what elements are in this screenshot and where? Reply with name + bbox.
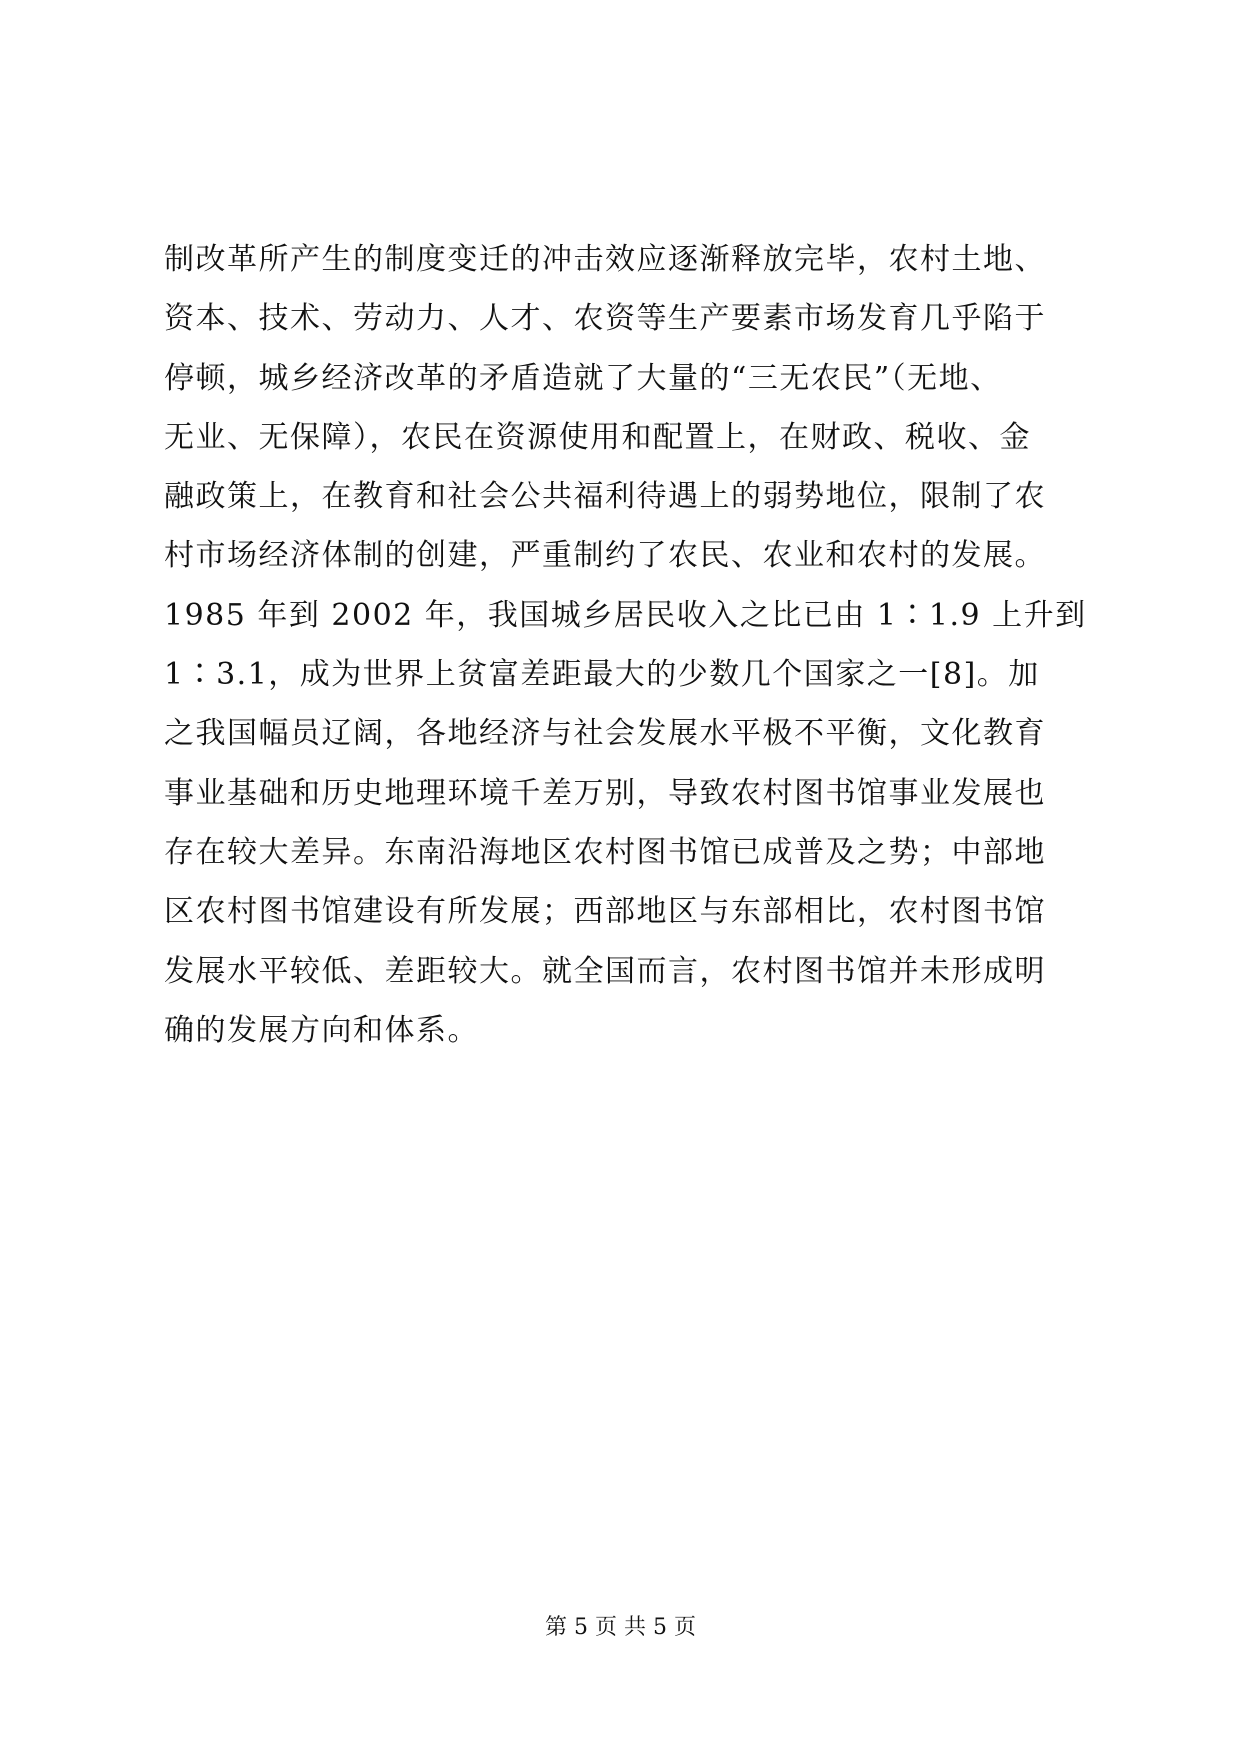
text-line: 资本、技术、劳动力、人才、农资等生产要素市场发育几乎陷于 <box>164 301 1046 337</box>
text-line: 停顿，城乡经济改革的矛盾造就了大量的“三无农民”（无地、 <box>164 360 1002 396</box>
text-line: 区农村图书馆建设有所发展；西部地区与东部相比，农村图书馆 <box>164 894 1046 930</box>
text-line: 村市场经济体制的创建，严重制约了农民、农业和农村的发展。 <box>164 538 1046 574</box>
text-line: 无业、无保障），农民在资源使用和配置上，在财政、税收、金 <box>164 419 1031 455</box>
text-line: 制改革所产生的制度变迁的冲击效应逐渐释放完毕，农村土地、 <box>164 242 1046 277</box>
text-line: 发展水平较低、差距较大。就全国而言，农村图书馆并未形成明 <box>164 953 1046 989</box>
text-line: 之我国幅员辽阔，各地经济与社会发展水平极不平衡，文化教育 <box>164 716 1046 752</box>
text-line: 融政策上，在教育和社会公共福利待遇上的弱势地位，限制了农 <box>164 479 1046 515</box>
text-line: 1985 年到 2002 年，我国城乡居民收入之比已由 1∶1.9 上升到 <box>164 597 1087 633</box>
text-line: 存在较大差异。东南沿海地区农村图书馆已成普及之势；中部地 <box>164 834 1046 870</box>
body-paragraph <box>164 230 1087 1060</box>
text-line: 确的发展方向和体系。 <box>164 1012 479 1048</box>
text-line: 1∶3.1，成为世界上贫富差距最大的少数几个国家之一[8]。加 <box>164 657 1040 693</box>
text-line: 事业基础和历史地理环境千差万别，导致农村图书馆事业发展也 <box>164 775 1046 811</box>
page-number-footer: 第 5 页 共 5 页 <box>545 1615 696 1640</box>
